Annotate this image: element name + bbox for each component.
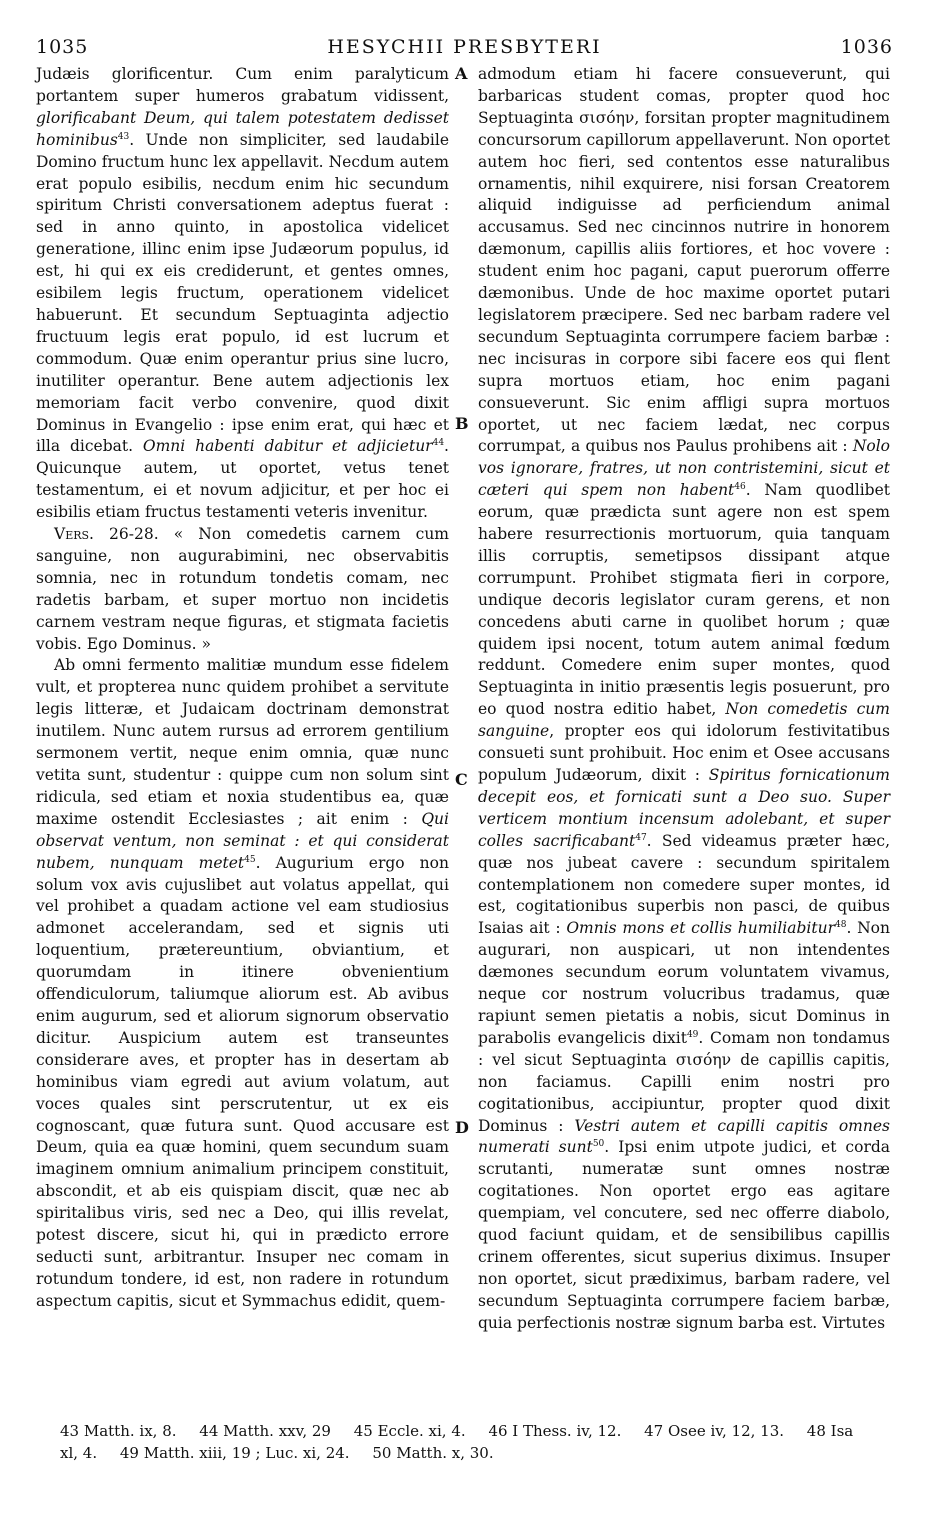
quotation: glorificabant Deum, qui talem potestatem dedisset hominibus	[36, 108, 449, 149]
footnote: 49 Matth. xiii, 19 ; Luc. xi, 24.	[119, 1444, 350, 1462]
verse-label: Vers. 26-28.	[54, 525, 159, 544]
paragraph	[36, 524, 449, 655]
section-marker-c: C	[455, 770, 468, 789]
verse-text	[36, 525, 449, 653]
footnote-ref: 50	[592, 1139, 605, 1150]
text-run: . Augurium ergo non solum vox avis cujuslibet aut volatus appellat, qui vel prohibet a quadam actione vel eam studiosius admonet accelerandam, sed et signis uti loquentium, prætereuntium, obviantium, et quorumdam in itinere obvenientium offendiculorum, taliumque aliorum est. Ab avibus enim augurum, sed et aliorum signorum observatio dicitur. Auspicium autem est transeuntes considerare aves, et propter has in desertam ab hominibus viam egredi aut avium volatum, aut voces quales sint perscrutentur, ut ex eis cognoscant, quæ futura sunt. Quod accusare est Deum, quia ea quæ homini, quem secundum suam imaginem omnium animalium principem constituit, abscondit, et ab eis quispiam discit, quæ nec ab spiritalibus viris, sed nec a Deo, qui illis revelat, potest discere, sicut hi, qui in prædicto errore seducti sunt, arbitrantur. Insuper nec comam in rotundum tondere, id est, non radere in rotundum aspectum capitis, sicut et Symmachus edidit, quem-	[36, 853, 449, 1310]
quotation: Spiritus fornicationum decepit eos, et fornicati sunt a Deo suo. Super verticem montium incensum adolebant, et super colles sacrificabant	[478, 766, 890, 850]
section-marker-a: A	[455, 64, 468, 83]
footnote-ref: 45	[244, 854, 256, 865]
footnote-ref: 47	[635, 832, 647, 843]
footnote-ref: 44	[432, 438, 445, 449]
footnote: 46 I Thess. iv, 12.	[488, 1422, 622, 1440]
right-column	[478, 64, 890, 1335]
text-run: . Comam non tondamus : vel sicut Septuaginta σισόην de capillis capitis, non faciamus. Capilli enim nostri pro cogitationibus, accipiuntur, propter quod dixit Dominus :	[478, 1028, 890, 1135]
paragraph	[36, 64, 449, 524]
footnote-ref: 43	[117, 131, 130, 142]
footnote: 50 Matth. x, 30.	[372, 1444, 494, 1462]
text-run: . Sed videamus præter hæc, quæ nos jubeat cavere : secundum spiritalem contemplationem non comedere super montes, id est, cogitationibus superbis non pasci, de quibus Isaias ait :	[478, 831, 891, 938]
quotation: Non comedetis cum sanguine	[478, 700, 890, 741]
page-number-right: 1036	[840, 36, 893, 58]
quotation: Vestri autem et capilli capitis omnes numerati sunt	[478, 1116, 890, 1157]
text-run: . Quicunque autem, ut oportet, vetus tenet testamentum, ei et novum adjicitur, et per hoc ei esibilis etiam fructus testamenti veteris invenitur.	[36, 437, 449, 522]
text-run: . Unde non simpliciter, sed laudabile Domino fructum hunc lex appellavit. Necdum autem erat populo esibilis, necdum enim hic secundum spiritum Christi conversationem adeptus fuerat : sed in anno quinto, in apostolica videlicet generatione, illinc enim ipse Judæorum populus, id est, hi qui ex eis crediderunt, et gentes omnes, esibilem legis fructum, operationem videlicet habuerunt. Et secundum Septuaginta adjectio fructuum legis erat populo, id est lucrum et commodum. Quæ enim operantur prius sine lucro, inutiliter operantur. Bene autem adjectionis lex memoriam facit verbo convenire, quod dixit Dominus in Evangelio : ipse enim erat, qui hæc et illa dicebat.	[36, 130, 449, 456]
page-number-left: 1035	[36, 36, 89, 58]
footnote: 48 Isa	[806, 1422, 854, 1440]
text-run: Judæis glorificentur. Cum enim paralyticum portantem super humeros grabatum vidissent,	[36, 65, 449, 105]
footnote: 44 Matth. xxv, 29	[199, 1422, 331, 1440]
footnote-ref: 46	[734, 482, 746, 493]
page-header	[36, 36, 893, 60]
text-run: , propter eos qui idolorum festivitatibus consueti sunt prohibuit. Hoc enim et Osee accusans populum Judæorum, dixit :	[478, 722, 890, 784]
quotation: Omnis mons et collis humiliabitur	[566, 919, 836, 938]
text-run: . Ipsi enim utpote judici, et corda scrutanti, numeratæ sunt omnes nostræ cogitationes. Non oportet ergo eas agitare quempiam, vel concutere, sed nec offerre diabolo, quod faciunt quidam, et de sensibilibus capillis crinem offerentes, sicut superius diximus. Insuper non oportet, sicut prædiximus, barbam radere, vel secundum Septuaginta corrumpere faciem barbæ, quia perfectionis nostræ signum barba est. Virtutes	[478, 1138, 891, 1332]
paragraph	[36, 655, 449, 1312]
quotation: Qui observat ventum, non seminat : et qui considerat nubem, nunquam metet	[36, 809, 449, 872]
text-run: . Non augurari, non auspicari, ut non intendentes dæmones secundum eorum voluntatem vivamus, neque cor nostrum volucribus tradamus, quæ rapiunt semen pietatis a nobis, sicut Dominus in parabolis evangelicis dixit	[478, 919, 891, 1047]
left-column	[36, 64, 449, 1313]
text-run: admodum etiam hi facere consueverunt, qui barbaricas student comas, propter quod hoc Septuaginta σισόην, forsitan propter magnitudinem concursorum capillorum appellaverunt. Non oportet autem hoc fieri, sed contentos esse naturalibus ornamentis, nihil exquirere, nisi forsan Creatorem aliquid indiguisse ad perficiendum animal accusamus. Sed nec cincinnos nutrire in honorem dæmonum, capillis aliis fortiores, et hoc vovere : student enim hoc pagani, caput puerorum offerre dæmonibus. Unde de hoc maxime oportet putari legislatorem præcipere. Sed nec barbam radere vel secundum Septuaginta corrumpere faciem barbæ : nec incisuras in corpore sibi facere eos qui flent supra mortuos etiam, hoc enim pagani consueverunt. Sic enim affligi supra mortuos oportet, ut nec faciem lædat, nec corpus corrumpat, a quibus nos Paulus prohibens ait :	[478, 65, 890, 456]
running-title: HESYCHII PRESBYTERI	[327, 36, 602, 58]
footnote: 43 Matth. ix, 8.	[60, 1422, 177, 1440]
footnote: 47 Osee iv, 12, 13.	[644, 1422, 785, 1440]
quotation: Nolo vos ignorare, fratres, ut non contristemini, sicut et cæteri qui spem non habent	[478, 437, 890, 500]
footnote: xl, 4.	[60, 1444, 98, 1462]
text-run: . Nam quodlibet eorum, quæ prædicta sunt agere non est spem habere resurrectionis mortuorum, quia tanquam illis corruptis, semetipsos dissipant atque corrumpunt. Prohibet stigmata fieri in corpore, undique decoris legislator curam gerens, et non concedens abuti carne in quolibet horum ; quæ quidem ipsi nocent, totum autem animal fœdum reddunt. Comedere enim super montes, quod Septuaginta in initio præsentis legis posuerunt, pro eo quod nostra editio habet,	[478, 481, 890, 719]
section-marker-b: B	[455, 414, 469, 433]
text-run: Ab omni fermento malitiæ mundum esse fidelem vult, et propterea nunc quidem prohibet a servitute legis litteræ, et Judaicam doctrinam demonstrat inutilem. Nunc autem rursus ad errorem gentilium sermonem vertit, neque enim omnia, quæ nunc vetita sunt, studentur : quippe cum non solum sint ridicula, sed etiam et noxia studentibus ea, quæ maxime ostendit Ecclesiastes ; ait enim :	[36, 656, 449, 828]
footnote-ref: 48	[835, 920, 847, 931]
footnote: 45 Eccle. xi, 4.	[353, 1422, 466, 1440]
footnote-ref: 49	[686, 1029, 699, 1040]
quotation: Omni habenti dabitur et adjicietur	[142, 437, 433, 456]
footnotes	[60, 1420, 889, 1464]
text-run: « Non comedetis carnem cum sanguine, non augurabimini, nec observabitis somnia, nec in rotundum tondetis comam, nec radetis barbam, et super mortuo non incidetis carnem vestram neque figuras, et stigmata facietis vobis. Ego Dominus. »	[36, 525, 449, 653]
section-marker-d: D	[455, 1118, 469, 1137]
paragraph	[478, 64, 890, 1335]
